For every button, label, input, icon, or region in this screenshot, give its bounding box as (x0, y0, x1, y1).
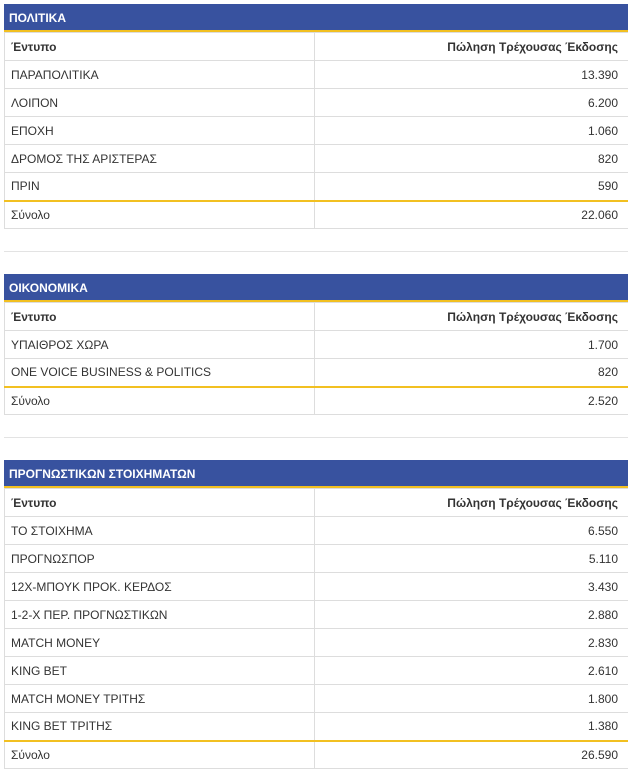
column-header-sales: Πώληση Τρέχουσας Έκδοσης (315, 33, 628, 61)
section-oikonomika (4, 274, 628, 415)
table-row (5, 331, 628, 359)
total-row (5, 387, 628, 415)
sales-value: 5.110 (315, 545, 628, 573)
sales-value: 6.550 (315, 517, 628, 545)
publication-name: ΠΡΙΝ (5, 173, 315, 201)
sales-table (4, 488, 628, 769)
publication-name: ONE VOICE BUSINESS & POLITICS (5, 359, 315, 387)
column-header-publication: Έντυπο (5, 489, 315, 517)
sales-value: 1.700 (315, 331, 628, 359)
publication-name: ΠΑΡΑΠΟΛΙΤΙΚΑ (5, 61, 315, 89)
table-row (5, 657, 628, 685)
table-row (5, 61, 628, 89)
sales-value: 6.200 (315, 89, 628, 117)
table-row (5, 545, 628, 573)
section-title: ΠΟΛΙΤΙΚΑ (4, 4, 628, 32)
column-header-sales: Πώληση Τρέχουσας Έκδοσης (315, 489, 628, 517)
section-divider (4, 251, 628, 252)
sales-value: 2.610 (315, 657, 628, 685)
publication-name: MATCH MONEY ΤΡΙΤΗΣ (5, 685, 315, 713)
table-header-row (5, 489, 628, 517)
total-value: 22.060 (315, 201, 628, 229)
table-row (5, 713, 628, 741)
section-title: ΟΙΚΟΝΟΜΙΚΑ (4, 274, 628, 302)
publication-name: KING BET (5, 657, 315, 685)
total-row (5, 741, 628, 769)
publication-name: ΤΟ ΣΤΟΙΧΗΜΑ (5, 517, 315, 545)
table-row (5, 173, 628, 201)
sales-table (4, 32, 628, 229)
section-politika (4, 4, 628, 229)
table-row (5, 517, 628, 545)
column-header-sales: Πώληση Τρέχουσας Έκδοσης (315, 303, 628, 331)
publication-name: ΥΠΑΙΘΡΟΣ ΧΩΡΑ (5, 331, 315, 359)
publication-name: ΔΡΟΜΟΣ ΤΗΣ ΑΡΙΣΤΕΡΑΣ (5, 145, 315, 173)
table-row (5, 573, 628, 601)
table-row (5, 89, 628, 117)
sales-value: 1.060 (315, 117, 628, 145)
total-label: Σύνολο (5, 201, 315, 229)
total-label: Σύνολο (5, 741, 315, 769)
total-value: 2.520 (315, 387, 628, 415)
sales-value: 2.830 (315, 629, 628, 657)
publication-name: ΕΠΟΧΗ (5, 117, 315, 145)
table-row (5, 685, 628, 713)
table-header-row (5, 303, 628, 331)
column-header-publication: Έντυπο (5, 33, 315, 61)
sales-table (4, 302, 628, 415)
table-row (5, 601, 628, 629)
sales-value: 13.390 (315, 61, 628, 89)
column-header-publication: Έντυπο (5, 303, 315, 331)
section-title: ΠΡΟΓΝΩΣΤΙΚΩΝ ΣΤΟΙΧΗΜΑΤΩΝ (4, 460, 628, 488)
total-value: 26.590 (315, 741, 628, 769)
section-divider (4, 437, 628, 438)
publication-name: KING BET ΤΡΙΤΗΣ (5, 713, 315, 741)
publication-name: ΛΟΙΠΟΝ (5, 89, 315, 117)
sales-value: 820 (315, 359, 628, 387)
total-label: Σύνολο (5, 387, 315, 415)
publication-name: 1-2-Χ ΠΕΡ. ΠΡΟΓΝΩΣΤΙΚΩΝ (5, 601, 315, 629)
table-row (5, 629, 628, 657)
table-header-row (5, 33, 628, 61)
sales-value: 1.800 (315, 685, 628, 713)
sales-value: 3.430 (315, 573, 628, 601)
sales-value: 590 (315, 173, 628, 201)
table-row (5, 117, 628, 145)
table-row (5, 145, 628, 173)
table-row (5, 359, 628, 387)
section-prognostikon (4, 460, 628, 769)
publication-name: MATCH MONEY (5, 629, 315, 657)
sales-value: 820 (315, 145, 628, 173)
total-row (5, 201, 628, 229)
publication-name: ΠΡΟΓΝΩΣΠΟΡ (5, 545, 315, 573)
sales-value: 2.880 (315, 601, 628, 629)
publication-name: 12Χ-ΜΠΟΥΚ ΠΡΟΚ. ΚΕΡΔΟΣ (5, 573, 315, 601)
sales-value: 1.380 (315, 713, 628, 741)
